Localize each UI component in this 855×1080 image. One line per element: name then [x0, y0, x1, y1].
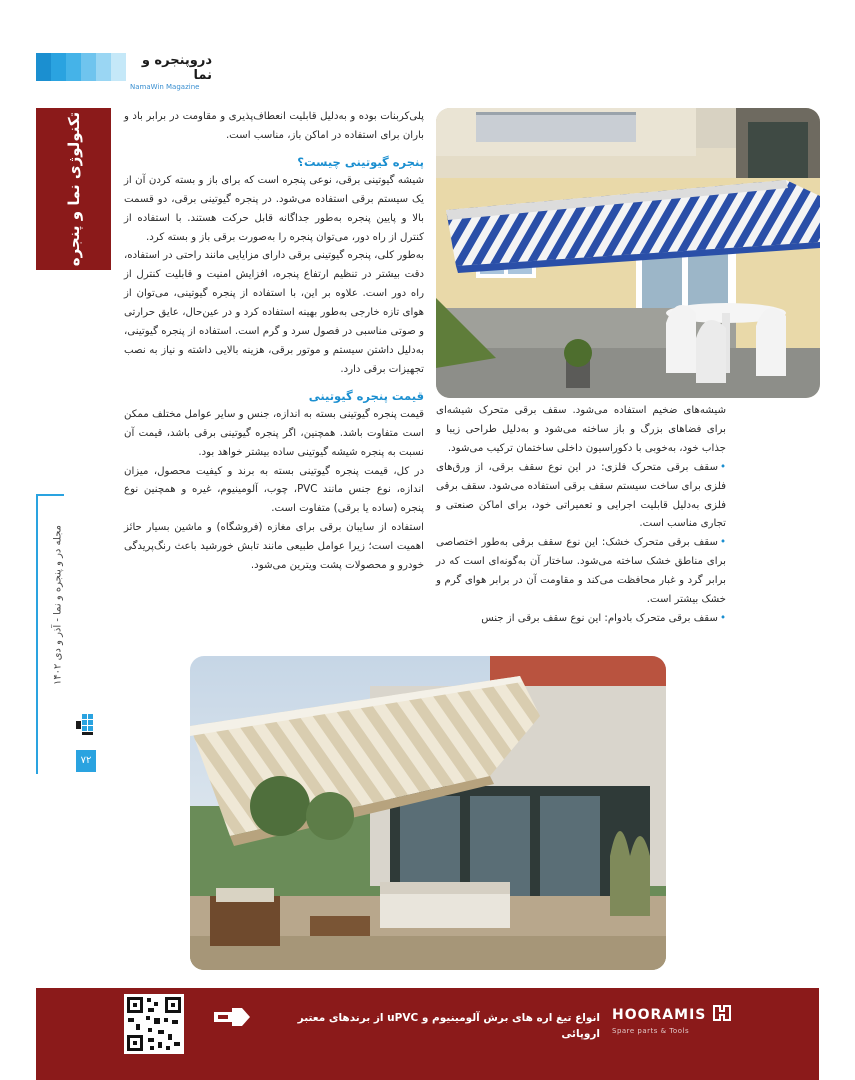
- heading-price: قیمت پنجره گیوتینی: [308, 388, 424, 403]
- bullet-icon: •: [719, 537, 726, 549]
- issue-text: مجله در و پنجره و نما - آذر و دی ۱۴۰۲: [52, 524, 64, 686]
- paragraph: شیشه‌های ضخیم استفاده می‌شود. سقف برقی متحرک شیشه‌ای برای فضاهای بزرگ و باز ساخته می‌شود و به‌دلیل طراحی زیبا و جذاب خود، به‌خوبی با دکوراسیون داخلی ساختمان ترکیب می‌شود.: [436, 405, 726, 454]
- list-item: [436, 459, 726, 535]
- photo-patio-awning: [190, 656, 666, 970]
- section-tab: [36, 108, 111, 270]
- paragraph: استفاده از سایبان برقی برای مغازه (فروشگاه) و ماشین بسیار حائز اهمیت است؛ زیرا عوامل طبیعی مانند تابش خورشید باعث رنگ‌پریدگی خودرو و محصولات پشت ویترین می‌شود.: [124, 522, 424, 572]
- list-item: [436, 610, 726, 629]
- paragraph: شیشه گیوتینی برقی، نوعی پنجره است که برای باز و بسته کردن آن از یک سیستم برقی استفاده می‌شود. در پنجره گیوتینی برقی، دو قسمت بالا و پایین پنجره به‌طور جداگانه قابل حرکت هستند. با استفاده از کنترل از راه دور، می‌توان پنجره را به‌صورت برقی باز و بسته کرد.: [124, 174, 424, 243]
- brand-name: HOORAMIS: [612, 1007, 707, 1023]
- section-title: تکنولوژی نما و پنجره: [64, 111, 83, 267]
- brand-tagline: Spare parts & Tools: [612, 1027, 690, 1035]
- bullet-icon: •: [719, 461, 726, 473]
- ad-slogan: انواع تیغ اره های برش آلومینیوم و uPVC از برندهای معتبر اروپائی: [297, 1012, 600, 1040]
- heading-guillotine: پنجره گیوتینی چیست؟: [297, 154, 424, 169]
- logo-title: دروپنجره و نما: [141, 53, 212, 83]
- side-accent-top: [36, 494, 64, 496]
- bullet-icon: •: [719, 612, 726, 624]
- list-item-text: سقف برقی متحرک فلزی: در این نوع سقف برقی، از ورق‌های فلزی برای ساخت سیستم سقف برقی استفاده می‌شود. سقف برقی فلزی به‌دلیل قابلیت اجرایی و تعمیراتی خود، برای اماکن صنعتی و تجاری مناسب است.: [436, 461, 726, 530]
- text-column-right: [436, 402, 726, 629]
- text-column-left: [124, 108, 424, 576]
- issue-info: [40, 500, 76, 710]
- paragraph: در کل، قیمت پنجره گیوتینی بسته به برند و کیفیت محصول، میزان اندازه، نوع جنس مانند PVC، چوب، آلومینیوم، غیره و همچنین نوع پنجره (ساده یا برقی) متفاوت است.: [124, 465, 424, 515]
- logo-subtitle: NamaWin Magazine: [130, 83, 200, 91]
- paragraph: قیمت پنجره گیوتینی بسته به اندازه، جنس و سایر عوامل مختلف ممکن است متفاوت باشد. همچنین، اگر پنجره گیوتینی برقی باشد، قیمت آن نسبت به پنجره شیشه گیوتینی ساده بیشتر خواهد بود.: [124, 408, 424, 458]
- brand-logo-icon: [712, 1004, 732, 1026]
- brand-block[interactable]: [612, 1004, 732, 1038]
- window-logo-icon: [76, 712, 96, 738]
- intro-paragraph: پلی‌کربنات بوده و به‌دلیل قابلیت انعطاف‌پذیری و مقاومت در برابر باد و باران برای استفاده در اماکن باز، مناسب است.: [124, 111, 424, 141]
- side-accent-line: [36, 494, 38, 774]
- paragraph: به‌طور کلی، پنجره گیوتینی برقی دارای مزایایی مانند راحتی در استفاده، دقت بیشتر در تنظیم ارتفاع پنجره، افزایش امنیت و قابلیت کنترل از راه دور است. علاوه بر این، با استفاده از پنجره گیوتینی، می‌توان از هوای تازه خارجی به‌طور بهینه استفاده کرد و در عین‌حال، عایق حرارتی و صوتی مناسبی در فصول سرد و گرم است. استفاده از پنجره گیوتینی، به‌دلیل داشتن سیستم و موتور برقی، هزینه بالایی داشته و نیاز به نصب تجهیزات برقی دارد.: [124, 250, 424, 375]
- roof-types-list: [436, 459, 726, 629]
- photo-striped-awning: [436, 108, 820, 398]
- list-item-text: سقف برقی متحرک خشک: این نوع سقف برقی به‌طور اختصاصی برای مناطق خشک ساخته می‌شود. ساختار آن به‌گونه‌ای است که در برابر گرد و غبار محافظت می‌کند و مقاومت آن در برابر هوای گرم و خشک بیشتر است.: [436, 537, 726, 606]
- magazine-logo[interactable]: [130, 53, 212, 91]
- list-item: [436, 534, 726, 610]
- qr-code-icon[interactable]: [124, 994, 184, 1054]
- header-color-bar: [36, 53, 126, 81]
- list-item-text: سقف برقی متحرک بادوام: این نوع سقف برقی از جنس: [481, 612, 718, 624]
- pointing-hand-icon: [212, 1004, 252, 1030]
- page-number: ۷۲: [76, 750, 96, 772]
